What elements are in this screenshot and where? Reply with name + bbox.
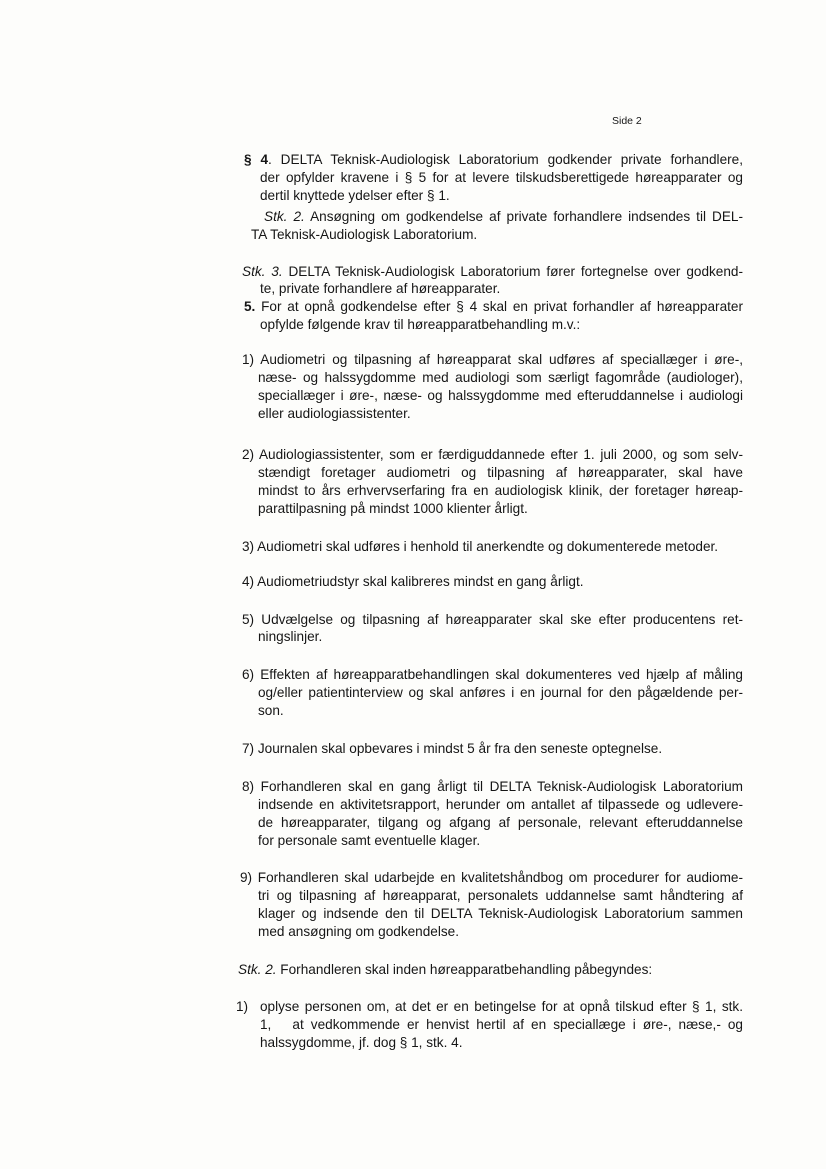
section-5-stk2-label: Stk. 2.	[238, 962, 277, 977]
item-8-line-2: indsende en aktivitetsrapport, herunder om antallet af tilpassede og udlevere-	[258, 797, 743, 812]
section-5-line-2: opfylde følgende krav til høreapparatbehandling m.v.:	[260, 317, 581, 332]
item-6-line-1: 6) Effekten af høreapparatbehandlingen skal dokumenteres ved hjælp af måling	[242, 667, 743, 682]
page-number: Side 2	[612, 115, 642, 127]
item-9-line-3: klager og indsende den til DELTA Teknisk-Audiologisk Laboratorium sammen	[258, 906, 743, 921]
item-1-line-4: eller audiologiassistenter.	[258, 406, 411, 421]
section-4-stk3-line-1	[242, 263, 743, 280]
item-6-line-3: son.	[258, 703, 284, 718]
item-2-line-2: stændigt foretager audiometri og tilpasning af høreapparater, skal have	[258, 465, 743, 480]
item-8-line-4: for personale samt eventuelle klager.	[258, 833, 481, 848]
section-4-sign: § 4	[244, 152, 269, 167]
item-9-line-4: med ansøgning om godkendelse.	[258, 924, 460, 939]
item-2-line-4: parattilpasning på mindst 1000 klienter årligt.	[258, 501, 528, 516]
sub-item-line-2: 1, at vedkommende er henvist hertil af en speciallæge i øre-, næse,- og	[260, 1017, 743, 1032]
item-2-line-3: mindst to års erhvervserfaring fra en audiologisk klinik, der foretager høreap-	[258, 483, 743, 498]
stk3-label: Stk. 3.	[242, 264, 283, 279]
section-4-stk2-line-2: TA Teknisk-Audiologisk Laboratorium.	[251, 227, 478, 242]
section-5-stk2-text: Forhandleren skal inden høreapparatbehandling påbegyndes:	[276, 962, 653, 977]
item-4-line-1: 4) Audiometriudstyr skal kalibreres mindst en gang årligt.	[242, 574, 584, 589]
item-9-line-2: tri og tilpasning af høreapparat, personalets uddannelse samt håndtering af	[258, 888, 743, 903]
item-2-line-1: 2) Audiologiassistenter, som er færdiguddannede efter 1. juli 2000, og som selv-	[242, 447, 743, 462]
section-4-stk2-line-1	[264, 208, 743, 225]
item-1-line-2: næse- og halssygdomme med audiologi som særligt fagområde (audiologer),	[258, 370, 743, 385]
item-1-line-1: 1) Audiometri og tilpasning af høreapparat skal udføres af speciallæger i øre-,	[242, 352, 743, 367]
sub-item-marker: 1)	[236, 999, 249, 1014]
section-5-text: For at opnå godkendelse efter § 4 skal en privat forhandler af høreapparater	[255, 299, 743, 314]
item-5-line-1: 5) Udvælgelse og tilpasning af høreapparater skal ske efter producentens ret-	[242, 612, 743, 627]
stk2-text: Ansøgning om godkendelse af private forhandlere indsendes til DEL-	[304, 209, 743, 224]
item-5-line-2: ningslinjer.	[258, 629, 323, 644]
stk3-text: DELTA Teknisk-Audiologisk Laboratorium fører fortegnelse over godkend-	[282, 264, 744, 279]
stk2-label: Stk. 2.	[264, 209, 305, 224]
item-9-line-1: 9) Forhandleren skal udarbejde en kvalitetshåndbog om procedurer for audiome-	[240, 870, 743, 885]
item-7-line-1: 7) Journalen skal opbevares i mindst 5 år fra den seneste optegnelse.	[242, 741, 663, 756]
item-8-line-3: de høreapparater, tilgang og afgang af personale, relevant efteruddannelse	[258, 815, 743, 830]
section-4-line-2: der opfylder kravene i § 5 for at levere tilskudsberettigede høreapparater og	[260, 170, 743, 185]
item-6-line-2: og/eller patientinterview og skal anføres i en journal for den pågældende per-	[258, 685, 743, 700]
section-4-text: . DELTA Teknisk-Audiologisk Laboratorium godkender private forhandlere,	[268, 152, 743, 167]
sub-item-line-1: oplyse personen om, at det er en betingelse for at opnå tilskud efter § 1, stk.	[260, 999, 743, 1014]
section-4-line-1	[244, 151, 743, 168]
section-4-stk3-line-2: te, private forhandlere af høreapparater.	[260, 281, 501, 296]
section-5-stk2-line	[238, 961, 652, 978]
section-4-line-3: dertil knyttede ydelser efter § 1.	[260, 188, 450, 203]
section-5-number: 5.	[244, 299, 256, 314]
section-5-line-1	[244, 298, 743, 315]
item-1-line-3: speciallæger i øre-, næse- og halssygdomme med efteruddannelse i audiologi	[258, 388, 743, 403]
item-3-line-1: 3) Audiometri skal udføres i henhold til anerkendte og dokumenterede metoder.	[242, 539, 719, 554]
item-8-line-1: 8) Forhandleren skal en gang årligt til DELTA Teknisk-Audiologisk Laboratorium	[242, 779, 743, 794]
sub-item-line-3: halssygdomme, jf. dog § 1, stk. 4.	[260, 1035, 463, 1050]
